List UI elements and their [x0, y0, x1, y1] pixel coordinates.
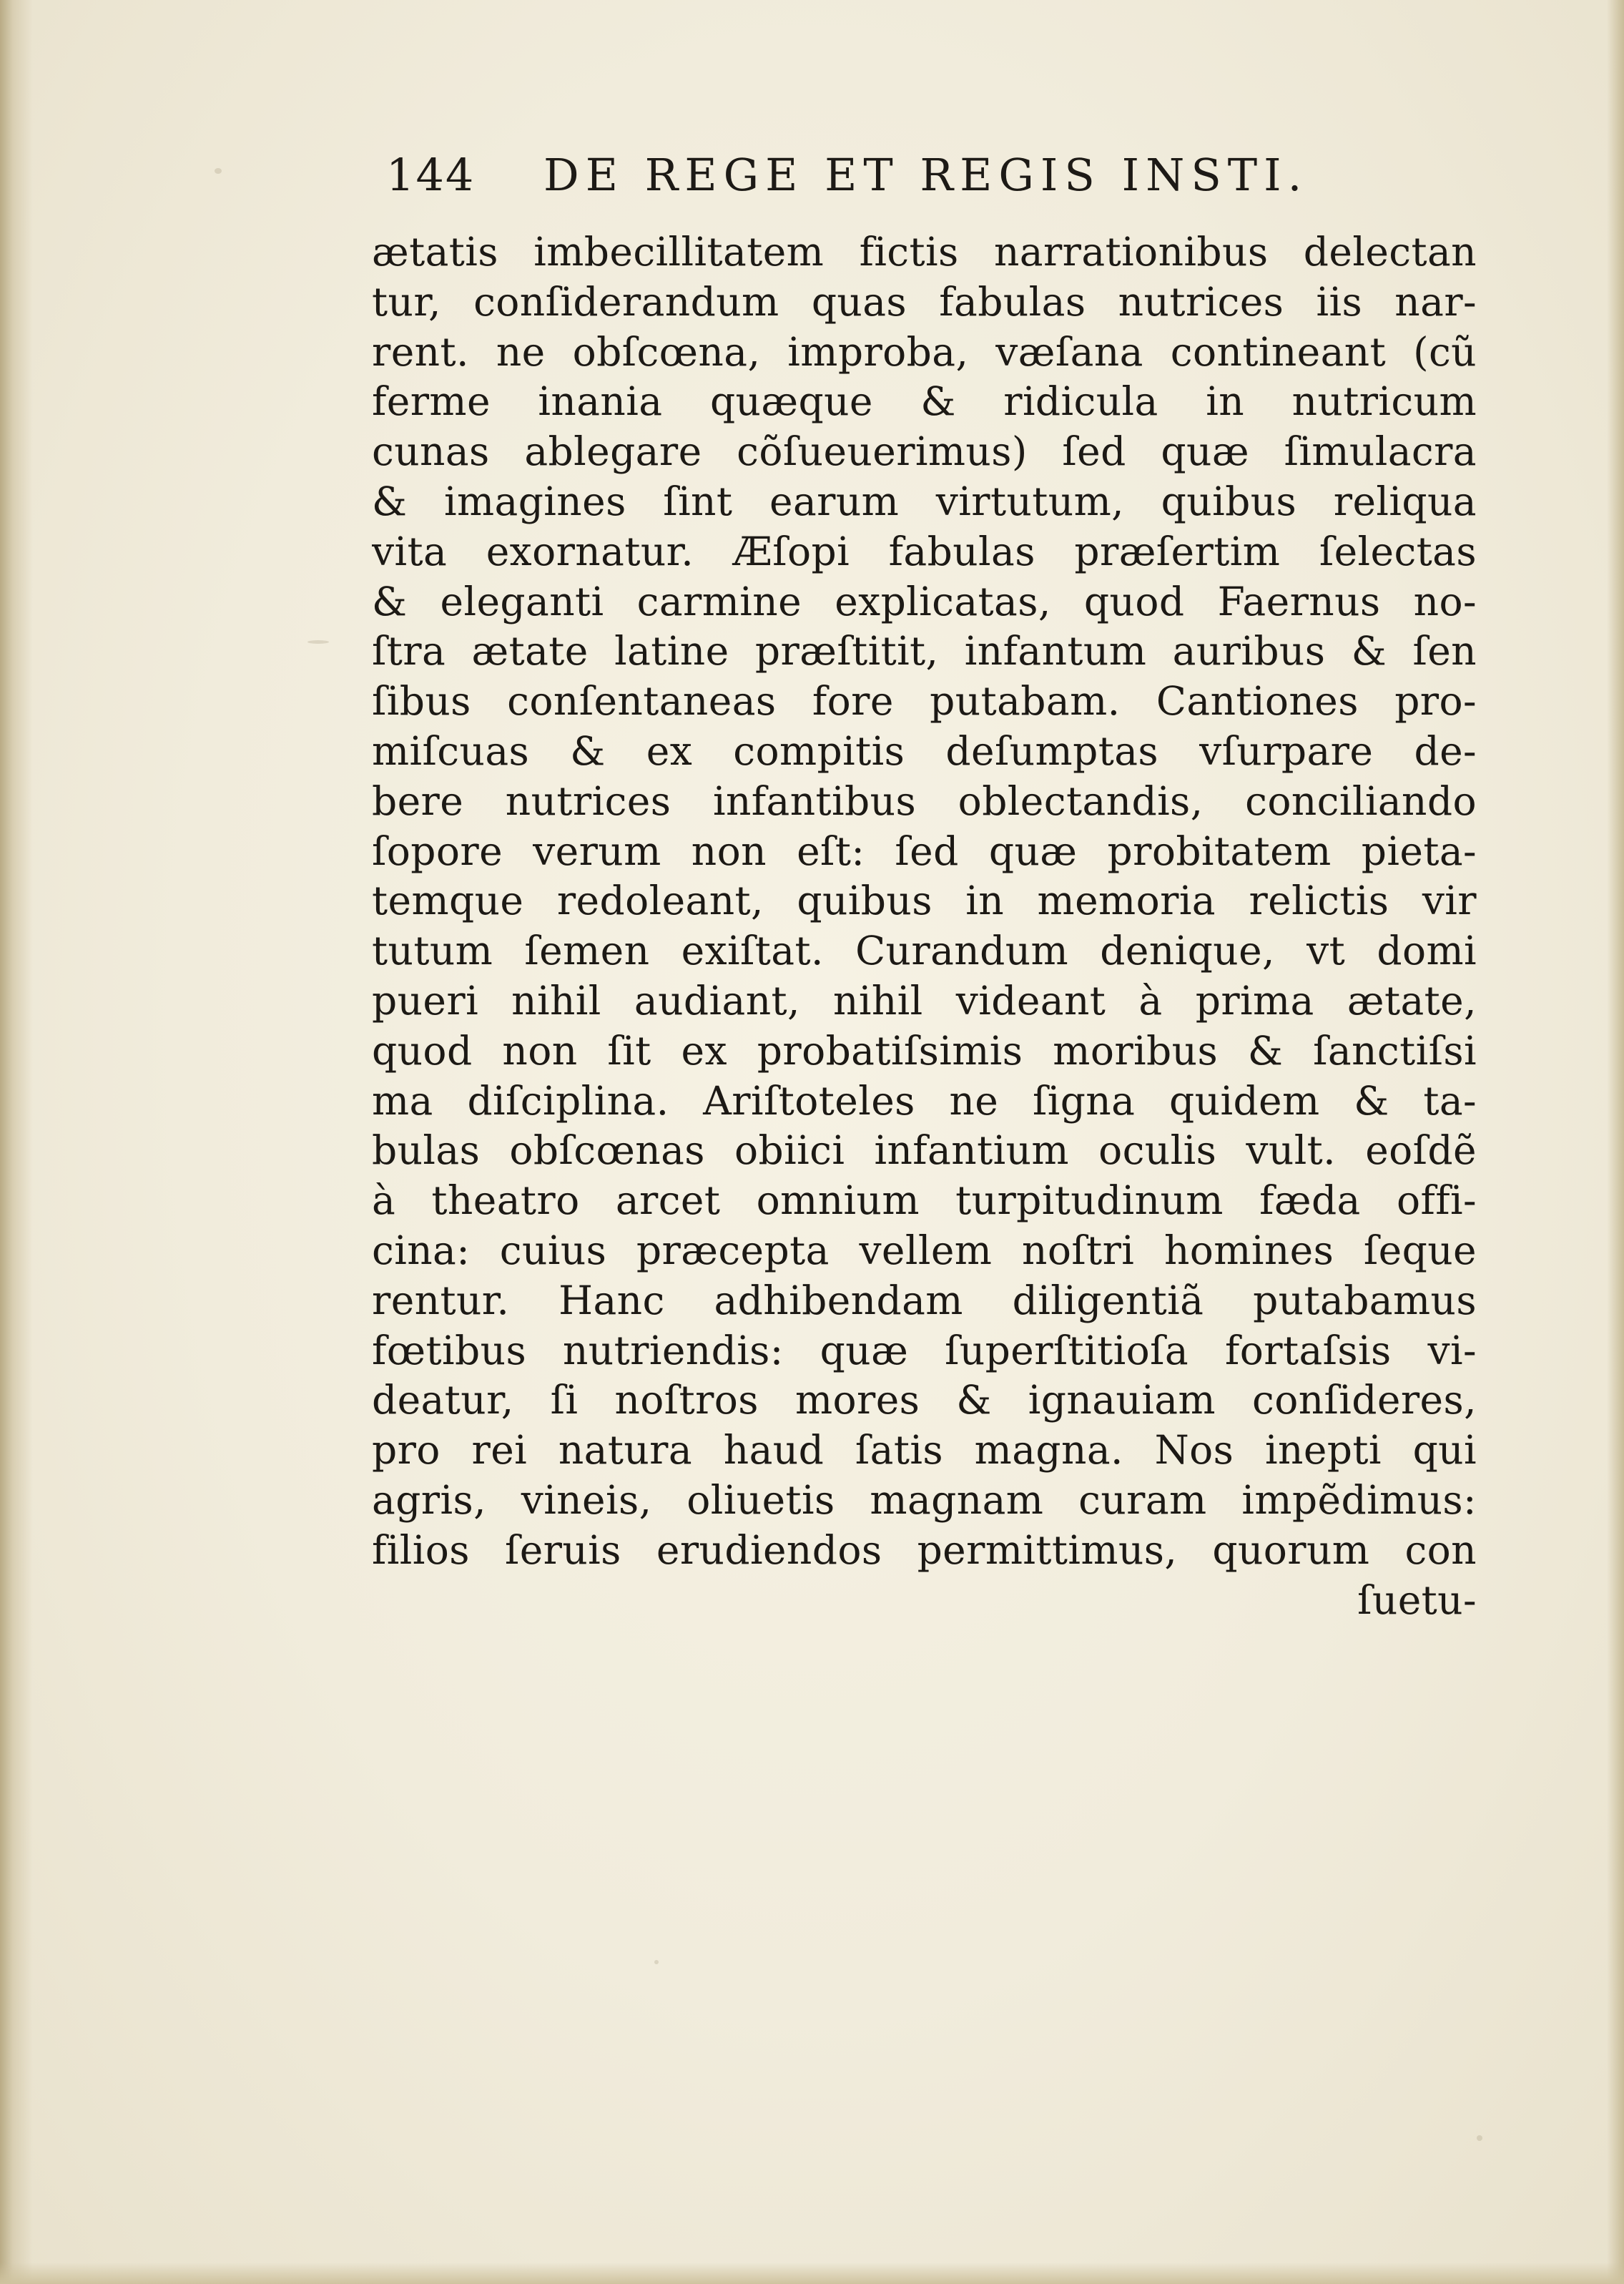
text-line: deatur, ſi noſtros mores & ignauiam conſideres, [372, 1377, 1477, 1423]
text-line: pueri nihil audiant, nihil videant à prima ætate, [372, 977, 1477, 1024]
text-line: bere nutrices infantibus oblectandis, conciliando [372, 778, 1477, 824]
text-line: & imagines ſint earum virtutum, quibus reliqua [372, 478, 1477, 524]
text-line: pro rei natura haud ſatis magna. Nos inepti qui [372, 1427, 1477, 1474]
text-line: miſcuas & ex compitis deſumptas vſurpare de- [372, 727, 1477, 774]
running-head [386, 147, 1480, 204]
text-line: quod non ſit ex probatiſsimis moribus & ſanctiſsi [372, 1027, 1477, 1074]
page-gutter-shadow [0, 0, 33, 2284]
ink-speck [1477, 2135, 1482, 2141]
text-line: temque redoleant, quibus in memoria relictis vir [372, 878, 1477, 924]
catchword: ſuetu- [1357, 1577, 1477, 1623]
page-edge-right [1607, 0, 1624, 2284]
text-line: filios ſeruis erudiendos permittimus, quorum con [372, 1526, 1477, 1573]
text-line: vita exornatur. Æſopi fabulas præſertim ſelectas [372, 528, 1477, 574]
text-line: rent. ne obſcœna, improba, væſana contineant (cũ [372, 328, 1477, 375]
text-line: à theatro arcet omnium turpitudinum fæda offi- [372, 1177, 1477, 1224]
text-line: agris, vineis, oliuetis magnam curam impẽdimus: [372, 1476, 1477, 1523]
ink-speck [215, 168, 222, 174]
text-line: ætatis imbecillitatem fictis narrationibus delectan [372, 229, 1477, 275]
ink-speck [307, 640, 329, 644]
text-line: ma diſciplina. Ariſtoteles ne ſigna quidem & ta- [372, 1077, 1477, 1124]
ink-speck [654, 1960, 659, 1964]
text-line: cina: cuius præcepta vellem noſtri homines ſeque [372, 1227, 1477, 1273]
text-line: rentur. Hanc adhibendam diligentiã putabamus [372, 1277, 1477, 1323]
body-text [372, 227, 1477, 1625]
text-line: & eleganti carmine explicatas, quod Faernus no- [372, 578, 1477, 624]
text-line: cunas ablegare cõſueuerimus) ſed quæ ſimulacra [372, 428, 1477, 475]
text-line: ſibus conſentaneas fore putabam. Cantiones pro- [372, 678, 1477, 725]
text-line: tutum ſemen exiſtat. Curandum denique, vt domi [372, 928, 1477, 974]
page-edge-bottom [0, 2263, 1624, 2284]
text-line: ſtra ætate latine præſtitit, infantum auribus & ſen [372, 628, 1477, 675]
running-title: DE REGE ET REGIS INSTI. [543, 149, 1309, 201]
text-line: ferme inania quæque & ridicula in nutricum [372, 378, 1477, 425]
text-line: tur, conſiderandum quas fabulas nutrices iis nar- [372, 278, 1477, 325]
text-line: fœtibus nutriendis: quæ ſuperſtitioſa fortaſsis vi- [372, 1327, 1477, 1373]
text-line: ſopore verum non eſt: ſed quæ probitatem pieta- [372, 828, 1477, 874]
text-line: bulas obſcœnas obiici infantium oculis vult. eoſdẽ [372, 1127, 1477, 1174]
page-number: 144 [386, 149, 476, 201]
